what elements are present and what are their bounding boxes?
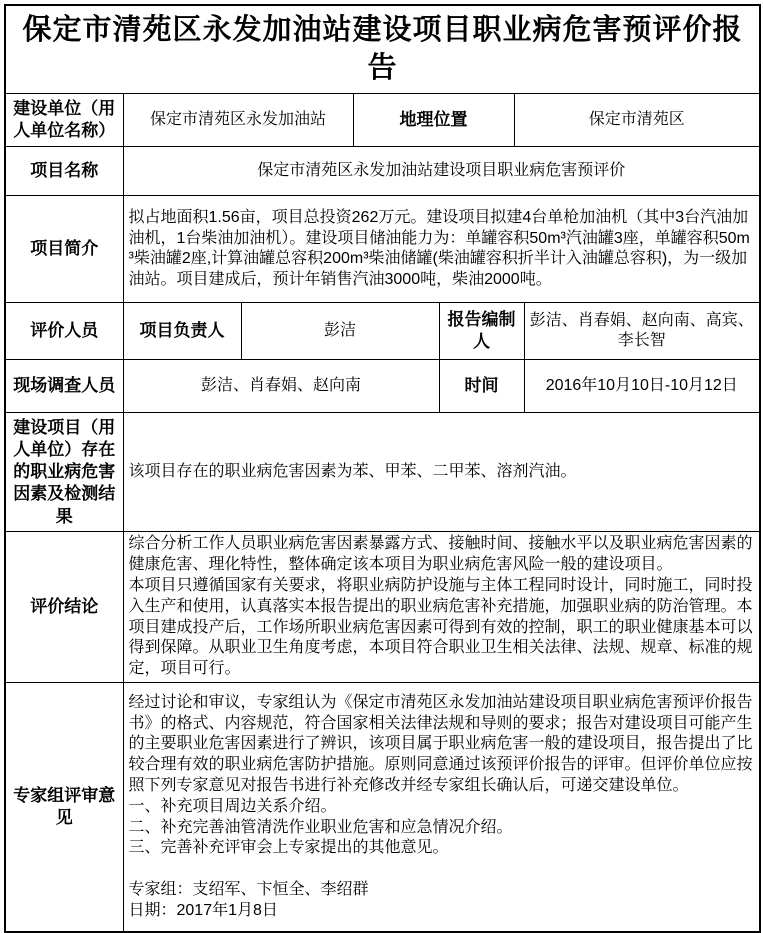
construction-unit-label: 建设单位（用人单位名称） [5, 94, 123, 147]
hazard-factors-label: 建设项目（用人单位）存在的职业病危害因素及检测结果 [5, 413, 123, 532]
expert-review-value: 经过讨论和审议，专家组认为《保定市清苑区永发加油站建设项目职业病危害预评价报告书》的格式、内容规范，符合国家相关法律法规和导则的要求；报告对建设项目可能产生的主要职业危害因素进行了辨识，该项目属于职业病危害一般的建设项目，报告提出了比较合理有效的职业病危害防护措施。原则同意通过该预评价报告的评审。但评价单位应按照下列专家意见对报告书进行补充修改并经专家组长确认后，可递交建设单位。 一、补充项目周边关系介绍。 二、补充完善油管清洗作业职业危害和应急情况介绍。 三、完善补充评审会上专家提出的其他意见。 专家组：支绍军、卞恒全、李绍群 日期：2017年1月8日 [123, 682, 760, 932]
evaluators-row [5, 303, 760, 360]
project-leader-label: 项目负责人 [123, 303, 241, 360]
unit-row [5, 94, 760, 147]
report-table [4, 4, 761, 933]
survey-time-value: 2016年10月10日-10月12日 [524, 360, 760, 413]
conclusion-row [5, 532, 760, 683]
report-authors-label: 报告编制人 [439, 303, 524, 360]
hazard-factors-value: 该项目存在的职业病危害因素为苯、甲苯、二甲苯、溶剂汽油。 [123, 413, 760, 532]
location-value: 保定市清苑区 [514, 94, 760, 147]
title-row [5, 5, 760, 94]
project-intro-value: 拟占地面积1.56亩，项目总投资262万元。建设项目拟建4台单枪加油机（其中3台汽油加油机，1台柴油加油机）。建设项目储油能力为：单罐容积50m³汽油罐3座，单罐容积50m³柴油罐2座,计算油罐总容积200m³柴油储罐(柴油罐容积折半计入油罐总容积)，为一级加油站。项目建成后，预计年销售汽油3000吨，柴油2000吨。 [123, 196, 760, 303]
report-title: 保定市清苑区永发加油站建设项目职业病危害预评价报告 [5, 5, 760, 94]
project-intro-row [5, 196, 760, 303]
report-authors-value: 彭洁、肖春娟、赵向南、高宾、李长智 [524, 303, 760, 360]
project-name-value: 保定市清苑区永发加油站建设项目职业病危害预评价 [123, 147, 760, 196]
conclusion-value: 综合分析工作人员职业病危害因素暴露方式、接触时间、接触水平以及职业病危害因素的健康危害、理化特性，整体确定该本项目为职业病危害风险一般的建设项目。 本项目只遵循国家有关要求，将职业病防护设施与主体工程同时设计，同时施工，同时投入生产和使用，认真落实本报告提出的职业病危害补充措施，加强职业病的防治管理。本项目建成投产后，工作场所职业病危害因素可得到有效的控制，职工的职业健康基本可以得到保障。从职业卫生角度考虑，本项目符合职业卫生相关法律、法规、规章、标准的规定，项目可行。 [123, 532, 760, 683]
evaluators-label: 评价人员 [5, 303, 123, 360]
hazard-factors-row [5, 413, 760, 532]
expert-review-label: 专家组评审意见 [5, 682, 123, 932]
project-leader-value: 彭洁 [241, 303, 439, 360]
construction-unit-value: 保定市清苑区永发加油站 [123, 94, 353, 147]
project-name-label: 项目名称 [5, 147, 123, 196]
site-survey-value: 彭洁、肖春娟、赵向南 [123, 360, 439, 413]
location-label: 地理位置 [353, 94, 514, 147]
site-survey-label: 现场调查人员 [5, 360, 123, 413]
conclusion-label: 评价结论 [5, 532, 123, 683]
project-intro-label: 项目简介 [5, 196, 123, 303]
project-name-row [5, 147, 760, 196]
expert-review-row [5, 682, 760, 932]
survey-time-label: 时间 [439, 360, 524, 413]
site-survey-row [5, 360, 760, 413]
